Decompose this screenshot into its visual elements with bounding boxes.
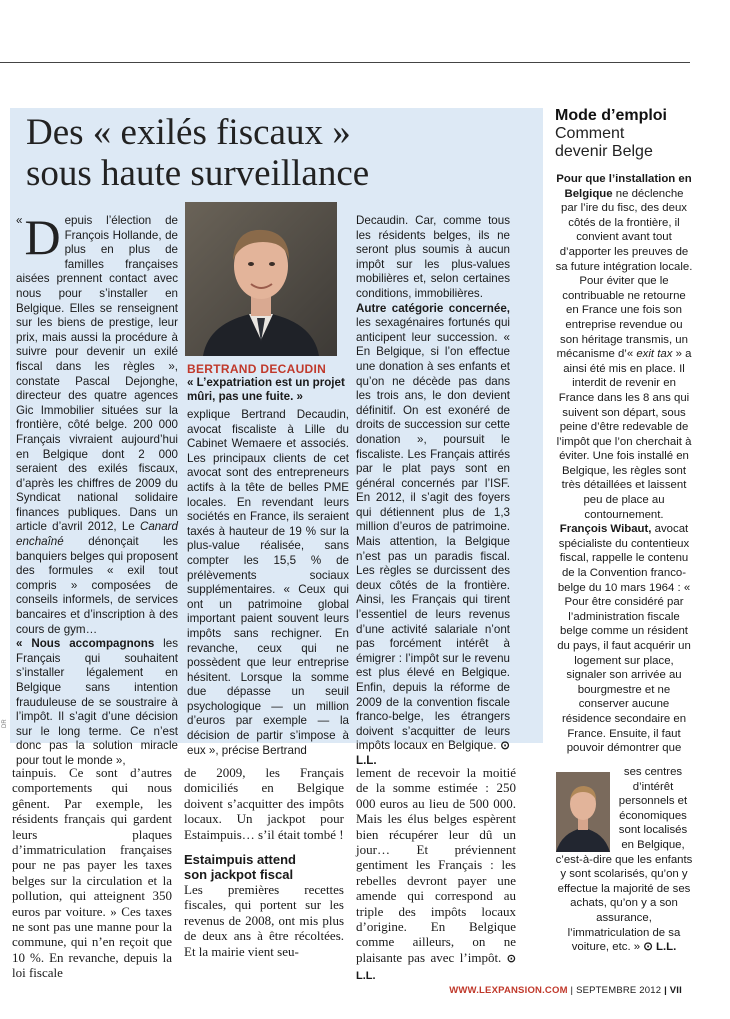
article-column-1 [16, 209, 178, 769]
sidebar-p3: ses centres d’intérêt personnels et économiques sont localisés en Belgique, [618, 766, 688, 851]
sidebar-subtitle-2: devenir Belge [555, 143, 653, 160]
lower-column-3 [356, 765, 516, 985]
sidebar-body [555, 172, 693, 756]
sidebar-p4-wrap [555, 853, 693, 955]
col3-text2: les sexagénaires fortunés qui anticipent leur succession. « En Belgique, si l’on effectue une donation à ses enfants et qu’on ne décède pas dans les trois ans, le don devient définitif. On est exonéré de droits de succession sur cette donation », poursuit le fiscaliste. Les Français attirés par le plat pays sont en général concernés par l’ISF. En 2012, il s’agit des foyers qui détiennent plus de 1,3 million d’euros de patrimoine. Mais attention, la Belgique n’est pas un paradis fiscal. Les règles se durcissent des deux côtés de la frontière. Ainsi, les Français qui tirent l’essentiel de leurs revenus d’une activité salariale n’ont pas forcément intérêt à émigrer : l’impôt sur le revenu est plus élevé en Belgique. Enfin, depuis la réforme de 2009 de la convention fiscale franco-belge, les étrangers doivent s’acquitter de leurs impôts locaux en Belgique. [356, 316, 510, 753]
sidebar-p1-end: » a ainsi été mis en place. Il interdit de revenir en France dans les 8 ans qui suivent son départ, sous peine d’être redevable de l’impôt que l’on cherchait à éviter. Une fois installé en Belgique, les règles sont très détaillées et laissent peu de place au contournement. [556, 348, 692, 521]
caption-quote: « L’expatriation est un projet mûri, pas une fuite. » [187, 376, 345, 403]
sidebar-body-2 [555, 765, 693, 955]
lower3-text: lement de recevoir la moitié de la somme estimée : 250 000 euros au lieu de 500 000. Mais les élus belges espèrent bien récupérer leur dû un jour… Et préviennent gentiment les Français : les rebelles devront payer une amende qui correspond au triple des impôts locaux d’origine. En Belgique comme ailleurs, on ne plaisante pas avec l’impôt. [356, 765, 516, 965]
sidebar-p1: ne déclenche par l’ire du fisc, des deux côtés de la frontière, il convient avant tout d’apporter les preuves de sa future intégration locale. Pour éviter que le contribuable ne retourne en France une fois son entreprise revendue ou son héritage transmis, un mécanisme d’« [555, 187, 693, 361]
subhead-line-2: son jackpot fiscal [184, 867, 294, 883]
col1-italic: Canard enchaîné [16, 520, 178, 549]
sidebar-p1-italic: exit tax [636, 348, 673, 361]
col1-lead: « Nous accompagnons [16, 637, 155, 651]
sidebar-title: Mode d’emploi [555, 107, 667, 124]
lower3-signature: ⊙ L.L. [356, 952, 517, 983]
footer-page: | VII [661, 985, 682, 996]
article-column-3 [356, 214, 510, 769]
title-line-1: Des « exilés fiscaux » [26, 112, 351, 153]
col1-rest: dénonçait les banquiers belges qui proposent des formules « exil tout compris » composées de conseils informels, de services bancaires et d’inscription à des cours de gym… [16, 535, 178, 636]
top-rule [0, 62, 690, 63]
sidebar-signature: ⊙ L.L. [643, 941, 677, 954]
subhead-line-1: Estaimpuis attend [184, 852, 296, 868]
article-title [26, 112, 536, 194]
lower1-text: tainpuis. Ce sont d’autres comportements qui nous gênent. Par exemple, les résidents français qui gardent leurs plaques d’immatriculation françaises pour ne pas payer les taxes belges sur la circulation et la pollution, qui atteignent 350 euros par voiture. » Ces taxes ne sont pas une manne pour la commune, qui n’en reçoit que 10 %. En revanche, depuis la loi fiscale [12, 765, 172, 981]
title-line-2: sous haute surveillance [26, 153, 370, 194]
lower2-text2: Les premières recettes fiscales, qui portent sur les revenus de 2008, ont mis plus de deux ans à être récoltées. Et la mairie vient seu- [184, 882, 344, 959]
lower-column-1 [12, 765, 172, 981]
lower2-text: de 2009, les Français domiciliés en Belgique doivent s’acquitter des impôts locaux. Un jackpot pour Estaimpuis… s’il était tombé ! [184, 765, 344, 842]
footer-date: SEPTEMBRE 2012 [576, 985, 662, 996]
sidebar-p4: c’est-à-dire que les enfants y sont scolarisés, qu’on y effectue la majorité de ses achats, qu’on y a son assurance, l’immatriculation de sa voiture, etc. » [555, 853, 693, 954]
sidebar-lead: Pour que l’installation en Belgique [556, 173, 692, 200]
article-column-2 [187, 408, 349, 758]
sidebar-lead2: François Wibaut, [559, 523, 652, 536]
sidebar-header [555, 107, 667, 161]
open-quote: « [16, 214, 23, 227]
article-signature: ⊙ L.L. [356, 739, 510, 767]
footer-url: WWW.LEXPANSION.COM [449, 985, 568, 996]
lower2-subhead [184, 852, 344, 882]
lower-column-2 [184, 765, 344, 959]
col3-lead: Autre catégorie concernée, [356, 301, 510, 315]
col2-text: explique Bertrand Decaudin, avocat fiscaliste à Lille du Cabinet Wemaere et associés. Les principaux clients de cet avocat sont des entrepreneurs actifs à la tête de belles PME locales. En revendant leurs sociétés en France, ils seraient taxés à hauteur de 19 % sur la plus-value réalisée, sans compter les 15,5 % de prélèvements sociaux supplémentaires. « Ceux qui ont un patrimoine global important paient souvent leurs impôts sans rechigner. En revanche, ceux qui ne possèdent que leur entreprise hésitent. Lorsque la somme due dépasse un seuil psychologique — un million d’euros par exemple — la décision de partir s’impose à eux », précise Bertrand [187, 408, 349, 757]
col1-p2: les Français qui souhaitent s’installer légalement en Belgique sans intention frauduleuse de se soustraire à l’impôt. Il s’agit d’une décision sur le long terme. Ce n’est donc pas la solution miracle pour tout le monde », [16, 637, 178, 767]
col3-text1: Decaudin. Car, comme tous les résidents belges, ils ne seront plus soumis à aucun impôt sur les plus-values mobilières et, selon certaines conditions, immobilières. [356, 214, 510, 300]
caption-name: BERTRAND DECAUDIN [187, 362, 327, 376]
sidebar-p2: avocat spécialiste du contentieux fiscal, rappelle le contenu de la Convention franco-belge du 10 mars 1964 : « Pour être considéré par l’administration fiscale belge comme un résident du pays, il faut acquérir un logement sur place, signaler son arrivée au bourgmestre et ne conserver aucune résidence secondaire en France. Ensuite, il faut pouvoir démontrer que [557, 523, 691, 755]
sidebar-subtitle-1: Comment [555, 125, 625, 142]
photo-credit: DR [2, 719, 8, 728]
drop-cap: D [24, 209, 61, 265]
page-footer [449, 985, 682, 996]
col1-intro: epuis l’élection de François Hollande, de plus en plus de familles françaises aisées prennent contact avec nous pour s’installer en Belgique. Elles se renseignent sur les biens de prestige, leur prix, mais aussi la procédure à suivre pour devenir un exilé fiscal dans les règles », constate Pascal Dejonghe, directeur des quatre agences Gic Immobilier situées sur la frontière, côté belge. 200 000 Français vivraient aujourd’hui en Belgique dont 2 000 seraient des exilés fiscaux, d’après les chiffres de 2009 du Syndicat national solidaire finances publiques. Dans un article d’avril 2012, Le [16, 214, 178, 534]
footer-sep: | [567, 985, 577, 996]
bertrand-decaudin-photo [185, 202, 337, 356]
